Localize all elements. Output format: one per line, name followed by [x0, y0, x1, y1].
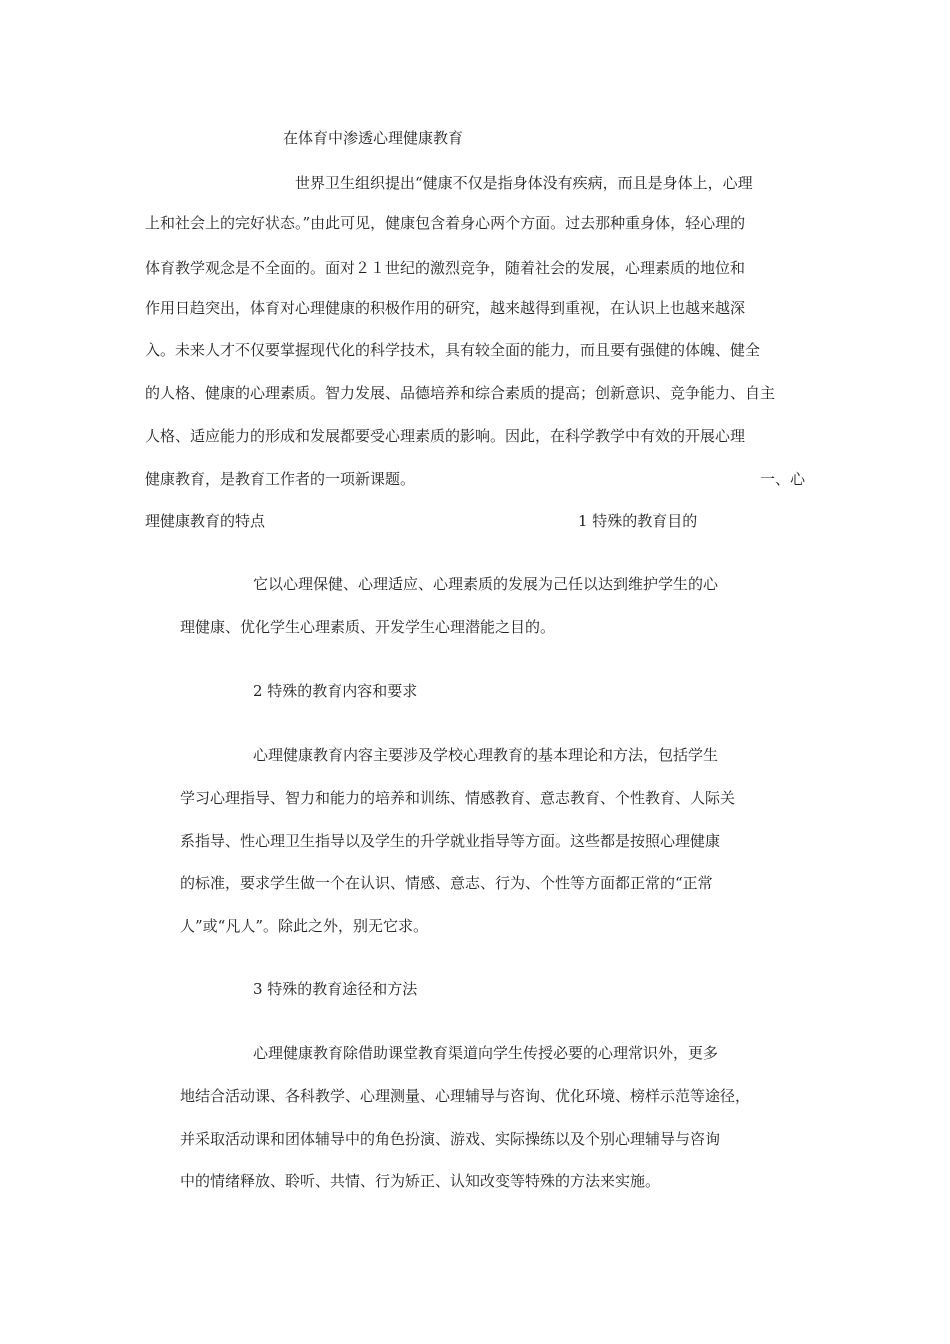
item-2-line: 的标准，要求学生做一个在认识、情感、意志、行为、个性等方面都正常的“正常	[180, 874, 713, 892]
item-3-line: 心理健康教育除借助课堂教育渠道向学生传授必要的心理常识外，更多	[253, 1044, 719, 1062]
intro-line: 体育教学观念是不全面的。面对２１世纪的激烈竞争，随着社会的发展，心理素质的地位和	[145, 259, 746, 277]
section-heading-part-b: 理健康教育的特点	[145, 512, 266, 530]
intro-line: 上和社会上的完好状态。”由此可见，健康包含着身心两个方面。过去那种重身体，轻心理的	[145, 214, 746, 232]
intro-line: 入。未来人才不仅要掌握现代化的科学技术，具有较全面的能力，而且要有强健的体魄、健全	[145, 341, 761, 359]
item-3-line: 中的情绪释放、聆听、共情、行为矫正、认知改变等特殊的方法来实施。	[180, 1172, 661, 1190]
intro-line: 世界卫生组织提出“健康不仅是指身体没有疾病，而且是身体上，心理	[295, 174, 753, 192]
intro-line: 的人格、健康的心理素质。智力发展、品德培养和综合素质的提高；创新意识、竞争能力、自主	[145, 384, 776, 402]
item-3-heading: 3 特殊的教育途径和方法	[253, 980, 418, 998]
item-3-line: 并采取活动课和团体辅导中的角色扮演、游戏、实际操练以及个别心理辅导与咨询	[180, 1130, 721, 1148]
item-1-line: 它以心理保健、心理适应、心理素质的发展为己任以达到维护学生的心	[253, 575, 719, 593]
item-1-line: 理健康、优化学生心理素质、开发学生心理潜能之目的。	[180, 618, 556, 636]
item-1-heading: 1 特殊的教育目的	[578, 512, 698, 530]
section-heading-part-a: 一、心	[760, 470, 806, 488]
item-2-line: 心理健康教育内容主要涉及学校心理教育的基本理论和方法，包括学生	[253, 746, 719, 764]
item-2-line: 学习心理指导、智力和能力的培养和训练、情感教育、意志教育、个性教育、人际关	[180, 789, 736, 807]
intro-line: 健康教育，是教育工作者的一项新课题。	[145, 470, 416, 488]
item-2-line: 系指导、性心理卫生指导以及学生的升学就业指导等方面。这些都是按照心理健康	[180, 832, 721, 850]
intro-line: 人格、适应能力的形成和发展都要受心理素质的影响。因此，在科学教学中有效的开展心理	[145, 427, 746, 445]
intro-line: 作用日趋突出，体育对心理健康的积极作用的研究，越来越得到重视，在认识上也越来越深	[145, 299, 746, 317]
item-3-line: 地结合活动课、各科教学、心理测量、心理辅导与咨询、优化环境、榜样示范等途径，	[180, 1087, 751, 1105]
document-title: 在体育中渗透心理健康教育	[283, 129, 464, 147]
item-2-heading: 2 特殊的教育内容和要求	[253, 682, 418, 700]
item-2-line: 人”或“凡人”。除此之外，别无它求。	[180, 917, 429, 935]
